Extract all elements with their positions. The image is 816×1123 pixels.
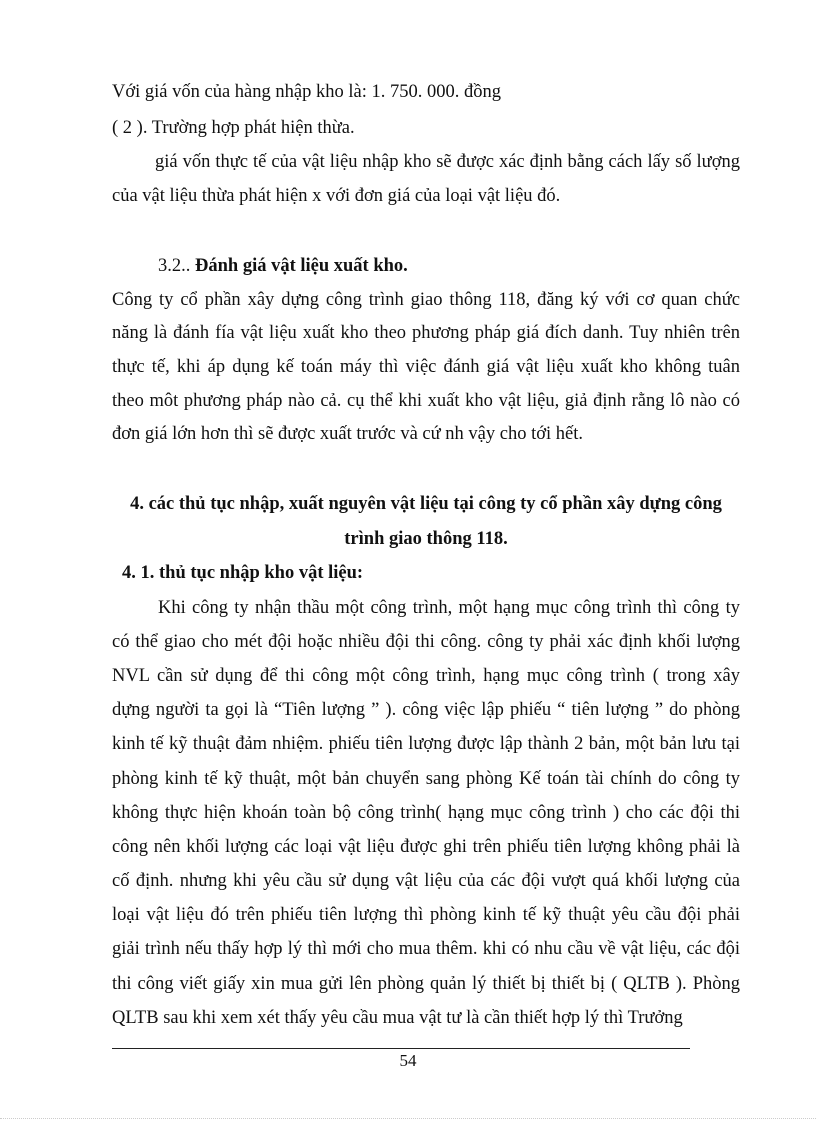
page-edge <box>0 1118 816 1119</box>
paragraph-line: Khi công ty nhận thầu một công trình, một hạng mục công trình thì công ty <box>158 598 740 618</box>
section-heading <box>158 254 408 278</box>
paragraph-line: không thực hiện khoán toàn bộ công trình( hạng mục công trình ) cho các đội thi <box>112 803 740 823</box>
paragraph-line: thực tế, khi áp dụng kế toán máy thì việc đánh giá vật liệu xuất kho không tuân <box>112 357 740 377</box>
paragraph-line: cố định. nhưng khi yêu cầu sử dụng vật liệu của các đội vượt quá khối lượng của <box>112 871 740 891</box>
paragraph-line: kinh tế kỹ thuật đảm nhiệm. phiếu tiên lượng được lập thành 2 bản, một bản lưu tại <box>112 734 740 754</box>
paragraph-line: năng là đánh fía vật liệu xuất kho theo phương pháp giá đích danh. Tuy nhiên trên <box>112 323 740 343</box>
paragraph-line: công nên khối lượng các loại vật liệu được ghi trên phiếu tiên lượng không phải là <box>112 837 740 857</box>
paragraph-line: thi công viết giấy xin mua gửi lên phòng quản lý thiết bị thiết bị ( QLTB ). Phòng <box>112 974 740 994</box>
paragraph-line: phòng kinh tế kỹ thuật, một bản chuyển sang phòng Kế toán tài chính do công ty <box>112 769 740 789</box>
paragraph-line: QLTB sau khi xem xét thấy yêu cầu mua vật tư là cần thiết hợp lý thì Trưởng <box>112 1008 683 1028</box>
chapter-heading-line: trình giao thông 118. <box>344 529 508 549</box>
paragraph-line: NVL cần sử dụng để thi công một công trình, hạng mục công trình ( trong xây <box>112 666 740 686</box>
subsection-heading: 4. 1. thủ tục nhập kho vật liệu: <box>122 563 364 583</box>
paragraph-line: có thể giao cho mét đội hoặc nhiều đội thi công. công ty phải xác định khối lượng <box>112 632 740 652</box>
paragraph-line: loại vật liệu đó trên phiếu tiên lượng thì phòng kinh tế kỹ thuật yêu cầu đội phải <box>112 905 740 925</box>
paragraph-line: ( 2 ). Trường hợp phát hiện thừa. <box>112 118 355 138</box>
paragraph-line: giải trình nếu thấy hợp lý thì mới cho mua thêm. khi có nhu cầu về vật liệu, các đội <box>112 939 740 959</box>
paragraph-line: dựng người ta gọi là “Tiên lượng ” ). công việc lập phiếu “ tiên lượng ” do phòng <box>112 700 740 720</box>
chapter-heading-line: 4. các thủ tục nhập, xuất nguyên vật liệu tại công ty cổ phần xây dựng công <box>130 494 722 514</box>
section-heading-number: 3.2.. <box>158 256 191 276</box>
paragraph-line: theo môt phương pháp nào cả. cụ thể khi xuất kho vật liệu, giả định rằng lô nào có <box>112 391 740 411</box>
section-heading-title: Đánh giá vật liệu xuất kho. <box>195 256 408 276</box>
paragraph-line: Với giá vốn của hàng nhập kho là: 1. 750. 000. đồng <box>112 82 501 102</box>
paragraph-line: giá vốn thực tế của vật liệu nhập kho sẽ được xác định bằng cách lấy số lượng <box>155 152 740 172</box>
paragraph-line: của vật liệu thừa phát hiện x với đơn giá của loại vật liệu đó. <box>112 186 561 206</box>
paragraph-line: Công ty cổ phần xây dựng công trình giao thông 118, đăng ký với cơ quan chức <box>112 290 740 310</box>
paragraph-line: đơn giá lớn hơn thì sẽ được xuất trước và cứ nh vậy cho tới hết. <box>112 424 584 444</box>
page-number: 54 <box>399 1051 417 1070</box>
footer-divider <box>112 1048 690 1049</box>
